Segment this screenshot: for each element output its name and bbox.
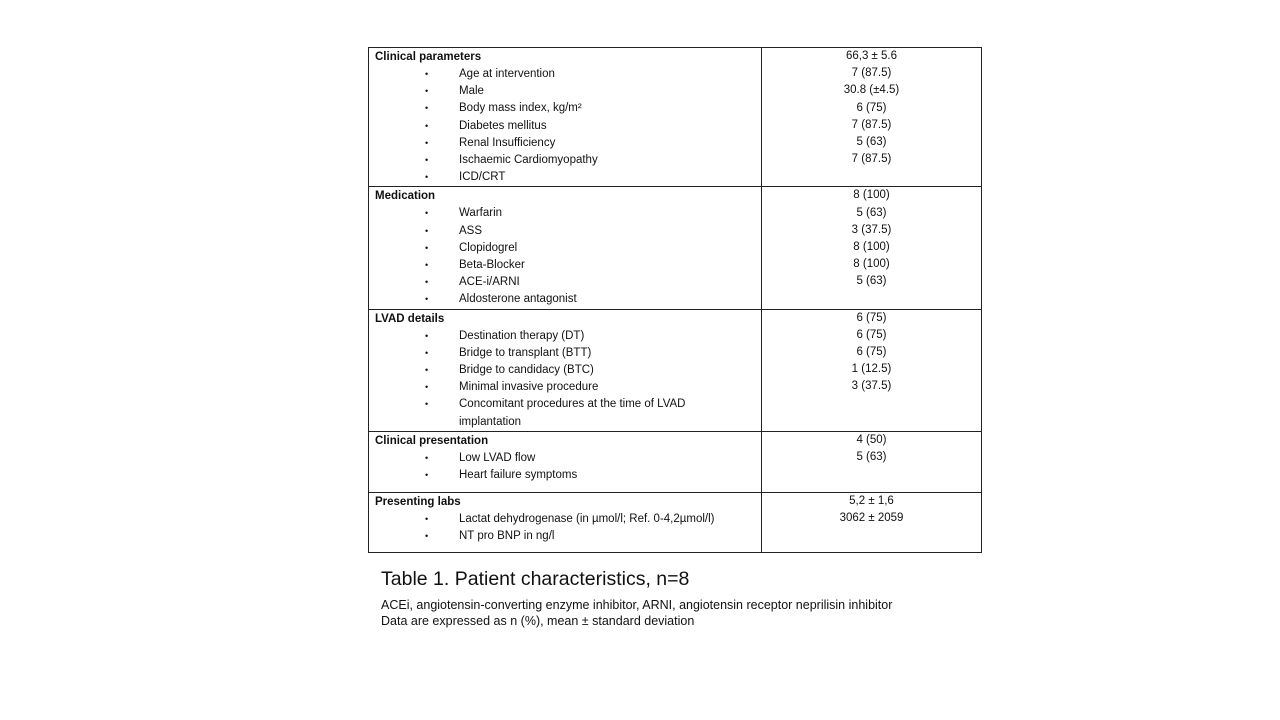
bullet-icon: • bbox=[425, 277, 429, 288]
table-row bbox=[369, 118, 761, 135]
section-values bbox=[762, 309, 982, 431]
section-values bbox=[762, 431, 982, 492]
table-row bbox=[369, 135, 761, 152]
section-labels bbox=[369, 187, 762, 309]
row-value: 6 (75) bbox=[856, 346, 887, 359]
row-label: Minimal invasive procedure bbox=[459, 381, 599, 394]
bullet-icon: • bbox=[425, 531, 429, 542]
row-value: 6 (75) bbox=[856, 311, 887, 324]
table-row bbox=[369, 362, 761, 379]
row-label: Renal Insufficiency bbox=[459, 136, 556, 149]
bullet-icon: • bbox=[425, 294, 429, 305]
bullet-icon: • bbox=[425, 242, 429, 253]
row-value: 7 (87.5) bbox=[851, 67, 892, 80]
table-row bbox=[369, 467, 761, 484]
row-label: Bridge to transplant (BTT) bbox=[459, 346, 592, 359]
row-label: NT pro BNP in ng/l bbox=[459, 530, 555, 543]
row-value: 7 (87.5) bbox=[851, 118, 892, 131]
bullet-icon: • bbox=[425, 69, 429, 79]
table-row bbox=[369, 511, 761, 528]
bullet-icon: • bbox=[425, 103, 429, 114]
bullet-icon: • bbox=[425, 225, 429, 236]
row-label: Lactat dehydrogenase (in µmol/l; Ref. 0-4,2µmol/l) bbox=[459, 513, 715, 526]
row-label: Male bbox=[459, 85, 484, 98]
row-value: 5 (63) bbox=[856, 136, 887, 149]
bullet-icon: • bbox=[425, 452, 429, 463]
row-label: Concomitant procedures at the time of LVAD implantation bbox=[459, 398, 686, 428]
section-values bbox=[762, 187, 982, 309]
bullet-icon: • bbox=[425, 260, 429, 271]
table-row bbox=[369, 328, 761, 345]
row-value: 6 (75) bbox=[856, 328, 887, 341]
row-label: Diabetes mellitus bbox=[459, 119, 547, 132]
row-value: 8 (100) bbox=[853, 258, 890, 271]
bullet-icon: • bbox=[425, 330, 429, 341]
section-values bbox=[762, 48, 982, 187]
row-value: 5,2 ± 1,6 bbox=[849, 495, 894, 508]
data-format-note: Data are expressed as n (%), mean ± standard deviation bbox=[381, 614, 695, 628]
table-row bbox=[369, 83, 761, 100]
row-label: Ischaemic Cardiomyopathy bbox=[459, 154, 598, 167]
section-title: Presenting labs bbox=[375, 496, 461, 509]
bullet-icon: • bbox=[425, 208, 429, 219]
row-value: 3 (37.5) bbox=[851, 380, 892, 393]
row-label: Aldosterone antagonist bbox=[459, 293, 577, 306]
table-row bbox=[369, 223, 761, 240]
table-row bbox=[369, 345, 761, 362]
section-clinical-parameters bbox=[369, 48, 982, 187]
bullet-icon: • bbox=[425, 514, 429, 525]
bullet-icon: • bbox=[425, 347, 429, 358]
row-value: 5 (63) bbox=[856, 275, 887, 288]
row-label: Bridge to candidacy (BTC) bbox=[459, 364, 594, 377]
bullet-icon: • bbox=[425, 399, 429, 410]
table-row bbox=[369, 291, 761, 308]
row-value: 1 (12.5) bbox=[851, 363, 892, 376]
table-caption: Table 1. Patient characteristics, n=8 bbox=[381, 568, 690, 590]
row-label: Body mass index, kg/m² bbox=[459, 102, 582, 115]
row-value: 3062 ± 2059 bbox=[839, 512, 904, 525]
row-value: 7 (87.5) bbox=[851, 153, 892, 166]
section-labels bbox=[369, 48, 762, 187]
row-value: 8 (100) bbox=[853, 241, 890, 254]
bullet-icon: • bbox=[425, 86, 429, 97]
section-title: Medication bbox=[375, 190, 436, 203]
row-label: Heart failure symptoms bbox=[459, 469, 578, 482]
row-label: Beta-Blocker bbox=[459, 259, 525, 272]
bullet-icon: • bbox=[425, 137, 429, 148]
section-title: Clinical parameters bbox=[375, 51, 482, 63]
row-value: 30.8 (±4.5) bbox=[843, 84, 900, 97]
row-label: Warfarin bbox=[459, 207, 503, 220]
row-label: Clopidogrel bbox=[459, 241, 518, 254]
section-medication bbox=[369, 187, 982, 309]
table-row bbox=[369, 100, 761, 117]
table-row bbox=[369, 450, 761, 467]
table-row bbox=[369, 396, 719, 430]
row-label: Low LVAD flow bbox=[459, 451, 536, 464]
section-title: LVAD details bbox=[375, 312, 445, 325]
table-row bbox=[369, 240, 761, 257]
table-row bbox=[369, 66, 761, 83]
row-label: Age at intervention bbox=[459, 68, 555, 80]
table-row bbox=[369, 274, 761, 291]
table-row bbox=[369, 257, 761, 274]
row-value: 5 (63) bbox=[856, 206, 887, 219]
table-row bbox=[369, 152, 761, 169]
bullet-icon: • bbox=[425, 382, 429, 393]
bullet-icon: • bbox=[425, 155, 429, 166]
section-labels bbox=[369, 431, 762, 492]
row-value: 5 (63) bbox=[856, 451, 887, 464]
row-value: 6 (75) bbox=[856, 101, 887, 114]
table-row bbox=[369, 169, 761, 186]
row-value: 3 (37.5) bbox=[851, 223, 892, 236]
table-row bbox=[369, 528, 761, 545]
section-title: Clinical presentation bbox=[375, 434, 489, 447]
abbreviations-note: ACEi, angiotensin-converting enzyme inhibitor, ARNI, angiotensin receptor neprilisin inhibitor bbox=[381, 598, 893, 612]
section-labels bbox=[369, 309, 762, 431]
section-labels bbox=[369, 493, 762, 552]
row-value: 66,3 ± 5.6 bbox=[845, 50, 898, 62]
bullet-icon: • bbox=[425, 365, 429, 376]
row-label: ASS bbox=[459, 224, 483, 237]
bullet-icon: • bbox=[425, 470, 429, 481]
row-value: 8 (100) bbox=[853, 189, 890, 202]
bullet-icon: • bbox=[425, 120, 429, 131]
section-presenting-labs bbox=[369, 493, 982, 552]
table-row bbox=[369, 205, 761, 222]
row-value: 4 (50) bbox=[856, 433, 887, 446]
section-lvad-details bbox=[369, 309, 982, 431]
row-label: ACE-i/ARNI bbox=[459, 276, 520, 289]
row-label: Destination therapy (DT) bbox=[459, 329, 585, 342]
section-clinical-presentation bbox=[369, 431, 982, 492]
patient-characteristics-table bbox=[368, 47, 982, 553]
bullet-icon: • bbox=[425, 172, 429, 183]
section-values bbox=[762, 493, 982, 552]
row-label: ICD/CRT bbox=[459, 171, 506, 184]
table-row bbox=[369, 379, 761, 396]
